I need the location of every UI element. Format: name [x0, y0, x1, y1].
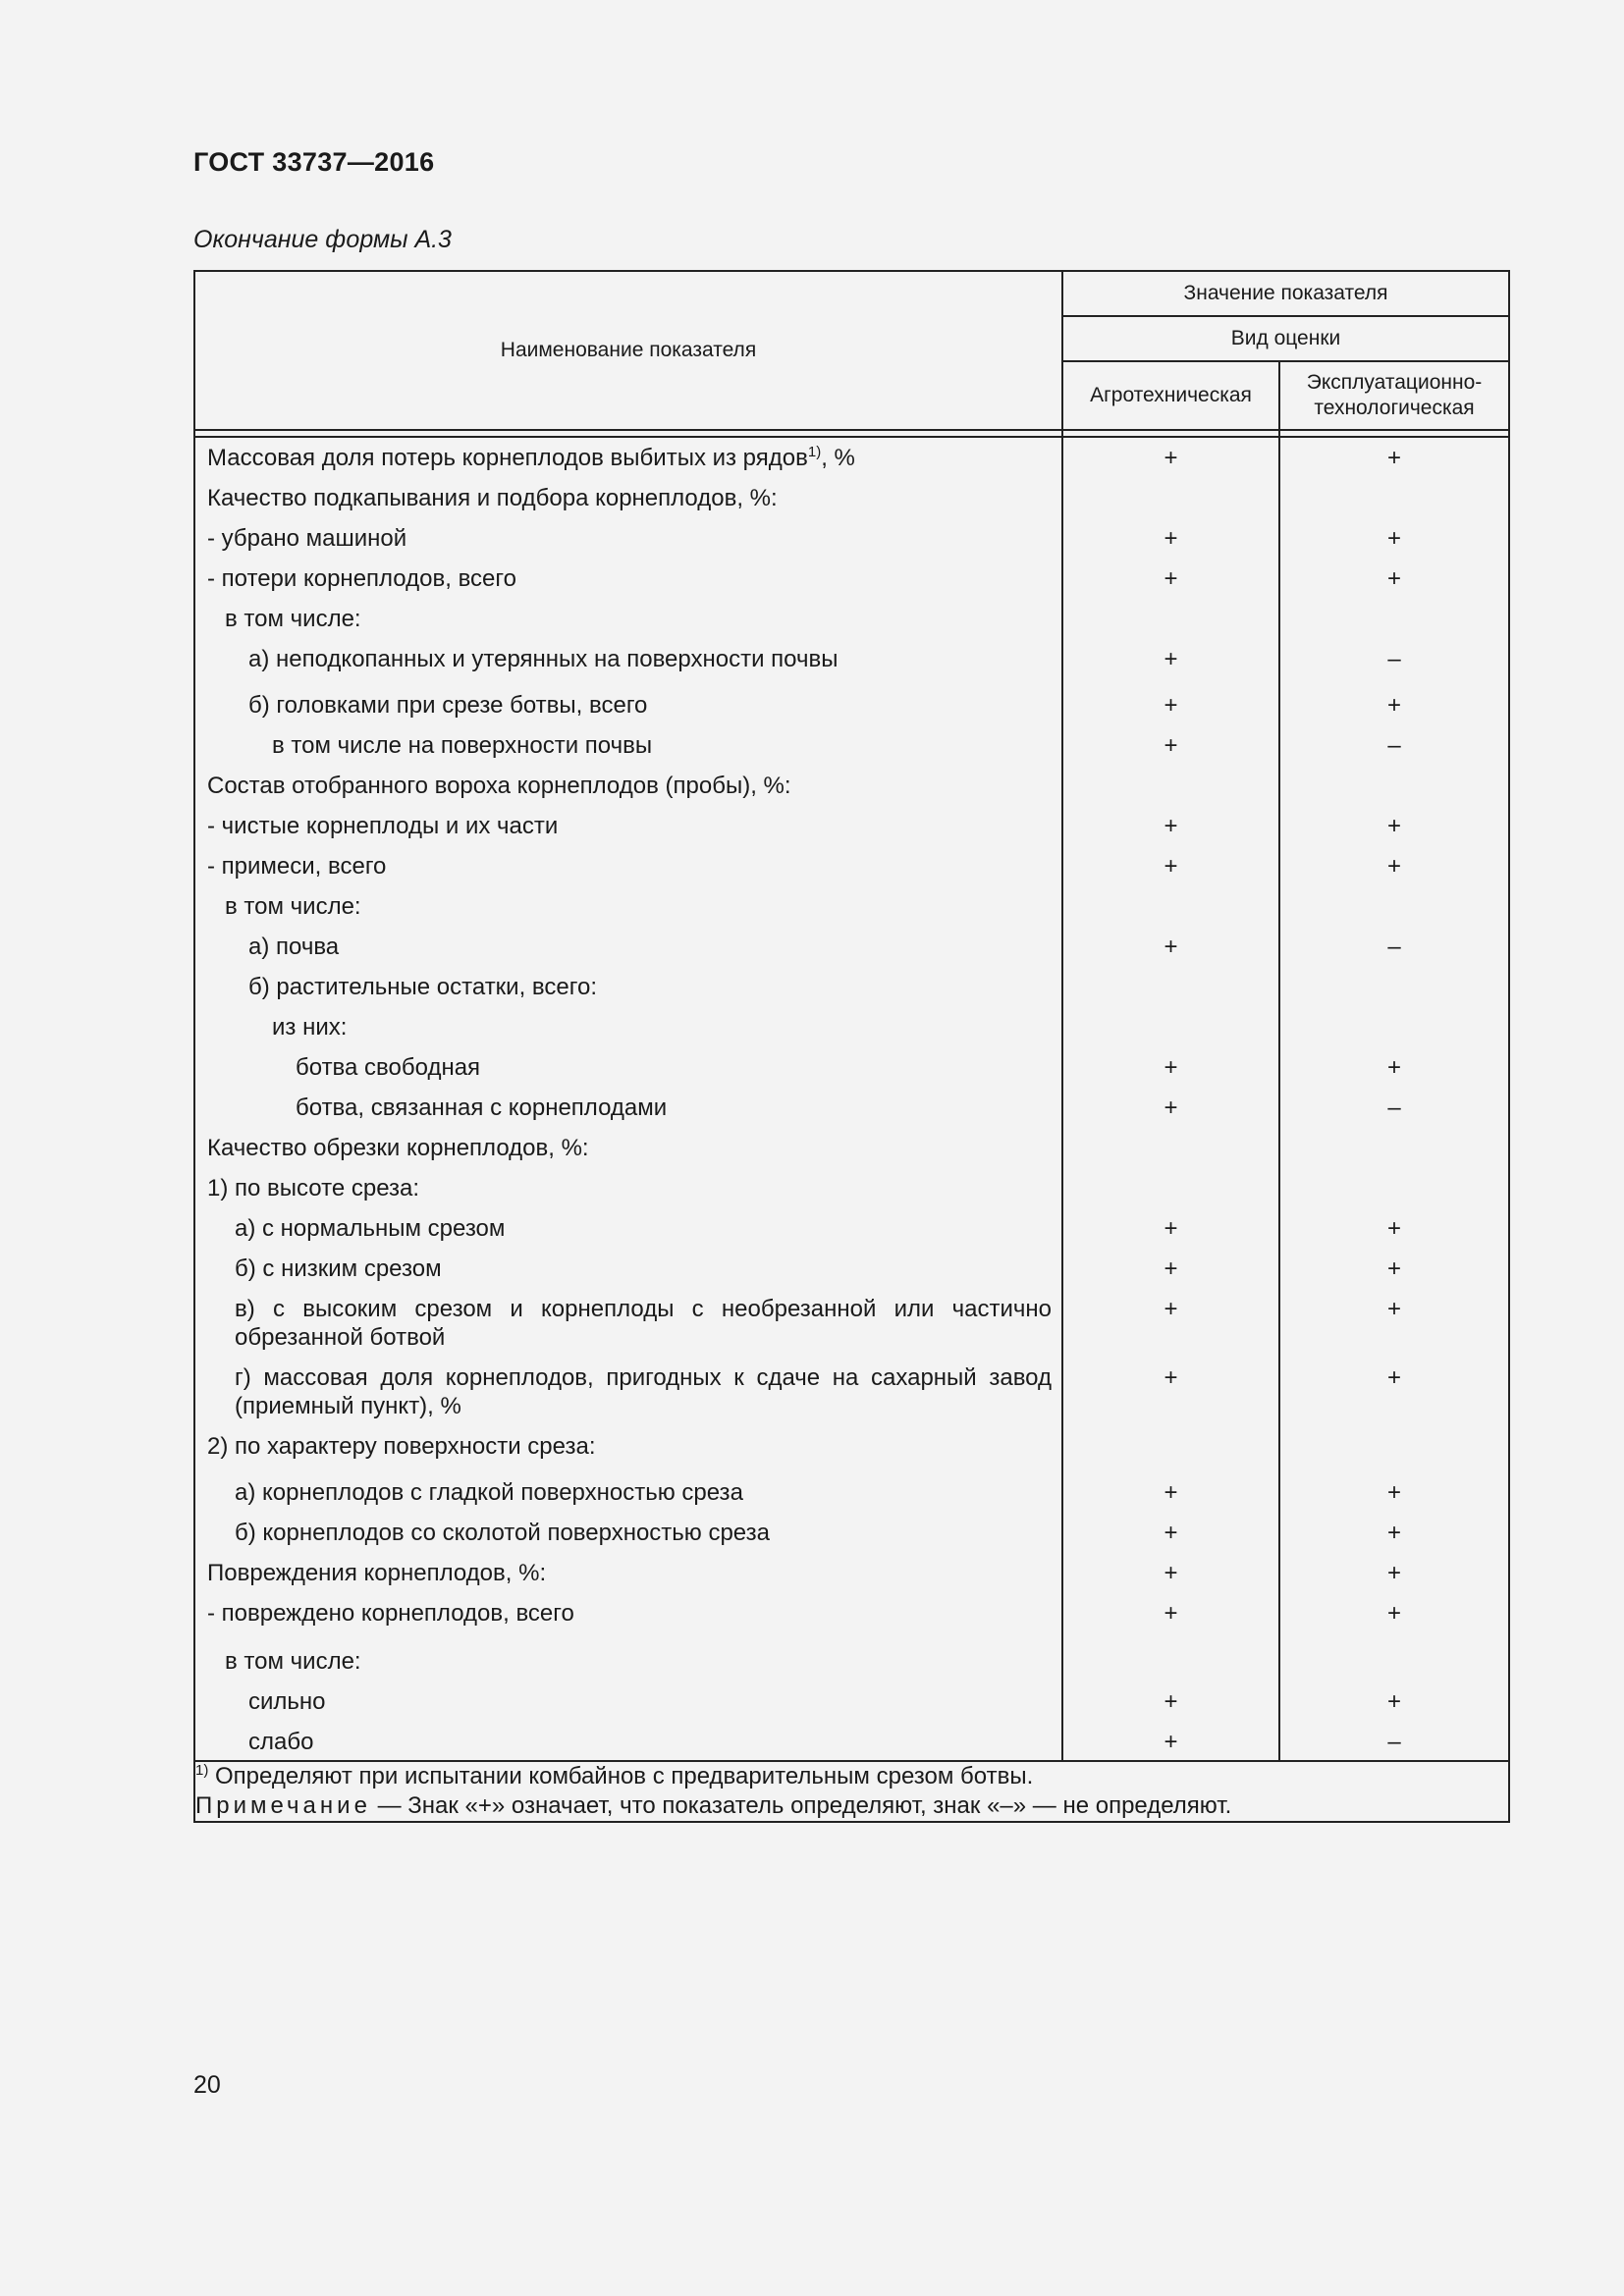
agro-mark: +	[1062, 1088, 1279, 1128]
table-row	[194, 639, 1509, 685]
col-header-kind: Вид оценки	[1062, 316, 1509, 361]
agro-mark	[1062, 478, 1279, 518]
agro-mark	[1062, 886, 1279, 927]
expl-mark: –	[1279, 639, 1509, 685]
row-label: а) корнеплодов с гладкой поверхностью среза	[194, 1472, 1062, 1513]
expl-mark: +	[1279, 685, 1509, 725]
table-row	[194, 1289, 1509, 1358]
agro-mark: +	[1062, 725, 1279, 766]
expl-mark: +	[1279, 518, 1509, 559]
expl-mark	[1279, 478, 1509, 518]
row-label: г) массовая доля корнеплодов, пригодных к сдаче на сахарный завод (приемный пункт), %	[194, 1358, 1062, 1426]
row-label: Качество обрезки корнеплодов, %:	[194, 1128, 1062, 1168]
table-row	[194, 806, 1509, 846]
table-row	[194, 846, 1509, 886]
expl-mark	[1279, 1641, 1509, 1682]
table-row	[194, 437, 1509, 478]
agro-mark: +	[1062, 1513, 1279, 1553]
row-label: - примеси, всего	[194, 846, 1062, 886]
expl-mark: +	[1279, 559, 1509, 599]
footnote-mark: 1)	[195, 1762, 209, 1779]
table-row	[194, 1426, 1509, 1472]
col-header-name: Наименование показателя	[194, 271, 1062, 430]
expl-mark: –	[1279, 725, 1509, 766]
row-label: в том числе:	[194, 886, 1062, 927]
expl-mark	[1279, 1168, 1509, 1208]
expl-mark: +	[1279, 1472, 1509, 1513]
expl-mark: +	[1279, 1513, 1509, 1553]
agro-mark: +	[1062, 1553, 1279, 1593]
row-label: - повреждено корнеплодов, всего	[194, 1593, 1062, 1641]
col-header-agro: Агротехническая	[1062, 361, 1279, 430]
row-label: Повреждения корнеплодов, %:	[194, 1553, 1062, 1593]
row-label: б) растительные остатки, всего:	[194, 967, 1062, 1007]
table-row	[194, 1553, 1509, 1593]
row-label: - потери корнеплодов, всего	[194, 559, 1062, 599]
form-caption: Окончание формы А.3	[193, 226, 452, 253]
agro-mark: +	[1062, 437, 1279, 478]
expl-mark	[1279, 1007, 1509, 1047]
table-footnote-row	[194, 1761, 1509, 1822]
table-row	[194, 927, 1509, 967]
expl-mark: +	[1279, 1208, 1509, 1249]
table-row	[194, 1358, 1509, 1426]
row-label: а) с нормальным срезом	[194, 1208, 1062, 1249]
expl-mark: –	[1279, 1722, 1509, 1761]
table-row	[194, 1722, 1509, 1761]
agro-mark	[1062, 766, 1279, 806]
expl-mark: +	[1279, 1047, 1509, 1088]
expl-mark	[1279, 766, 1509, 806]
table-row	[194, 1168, 1509, 1208]
table-row	[194, 559, 1509, 599]
table-row	[194, 1682, 1509, 1722]
agro-mark: +	[1062, 1593, 1279, 1641]
table-row	[194, 967, 1509, 1007]
table-row	[194, 766, 1509, 806]
row-label: ботва, связанная с корнеплодами	[194, 1088, 1062, 1128]
row-label: 1) по высоте среза:	[194, 1168, 1062, 1208]
row-label: б) корнеплодов со сколотой поверхностью среза	[194, 1513, 1062, 1553]
row-label: ботва свободная	[194, 1047, 1062, 1088]
expl-mark: +	[1279, 1289, 1509, 1358]
expl-mark: +	[1279, 1249, 1509, 1289]
agro-mark: +	[1062, 1682, 1279, 1722]
agro-mark: +	[1062, 1208, 1279, 1249]
table-row	[194, 886, 1509, 927]
agro-mark: +	[1062, 1047, 1279, 1088]
indicator-table	[193, 270, 1508, 1823]
expl-mark: –	[1279, 927, 1509, 967]
agro-mark: +	[1062, 639, 1279, 685]
page-number: 20	[193, 2071, 221, 2099]
expl-mark	[1279, 886, 1509, 927]
table-row	[194, 1007, 1509, 1047]
agro-mark: +	[1062, 1722, 1279, 1761]
row-label: сильно	[194, 1682, 1062, 1722]
expl-mark: +	[1279, 846, 1509, 886]
row-label: б) с низким срезом	[194, 1249, 1062, 1289]
row-label: в том числе на поверхности почвы	[194, 725, 1062, 766]
table-row	[194, 685, 1509, 725]
row-label: - убрано машиной	[194, 518, 1062, 559]
table-row	[194, 518, 1509, 559]
agro-mark: +	[1062, 685, 1279, 725]
expl-mark	[1279, 967, 1509, 1007]
note-label: Примечание	[195, 1792, 371, 1819]
row-label: из них:	[194, 1007, 1062, 1047]
agro-mark: +	[1062, 806, 1279, 846]
row-label: в том числе:	[194, 1641, 1062, 1682]
row-label: а) почва	[194, 927, 1062, 967]
row-label: слабо	[194, 1722, 1062, 1761]
table-row	[194, 1513, 1509, 1553]
col-header-value: Значение показателя	[1062, 271, 1509, 316]
table-row	[194, 599, 1509, 639]
table-footnotes	[194, 1761, 1509, 1822]
note: Примечание — Знак «+» означает, что показатель определяют, знак «–» — не определяют.	[195, 1792, 1232, 1819]
col-header-expl-line2: технологическая	[1314, 397, 1475, 419]
table-row	[194, 1047, 1509, 1088]
table-row	[194, 1088, 1509, 1128]
document-header: ГОСТ 33737—2016	[193, 147, 435, 177]
agro-mark: +	[1062, 927, 1279, 967]
expl-mark: –	[1279, 1088, 1509, 1128]
table-row	[194, 1641, 1509, 1682]
row-label: - чистые корнеплоды и их части	[194, 806, 1062, 846]
table-row	[194, 1249, 1509, 1289]
agro-mark	[1062, 1168, 1279, 1208]
row-label: 2) по характеру поверхности среза:	[194, 1426, 1062, 1472]
agro-mark: +	[1062, 559, 1279, 599]
expl-mark: +	[1279, 1553, 1509, 1593]
col-header-expl-line1: Эксплуатационно-	[1306, 371, 1483, 394]
footnote: $^{1)}$ Определяют при испытании комбайнов с предварительным срезом ботвы.	[195, 1762, 1034, 1789]
expl-mark: +	[1279, 437, 1509, 478]
row-label: в) с высоким срезом и корнеплоды с необрезанной или частично обрезанной ботвой	[194, 1289, 1062, 1358]
expl-mark: +	[1279, 1358, 1509, 1426]
agro-mark: +	[1062, 1358, 1279, 1426]
row-label: б) головками при срезе ботвы, всего	[194, 685, 1062, 725]
agro-mark: +	[1062, 1289, 1279, 1358]
row-label: в том числе:	[194, 599, 1062, 639]
agro-mark	[1062, 1007, 1279, 1047]
expl-mark: +	[1279, 1593, 1509, 1641]
expl-mark	[1279, 1128, 1509, 1168]
table-row	[194, 1208, 1509, 1249]
agro-mark: +	[1062, 518, 1279, 559]
agro-mark: +	[1062, 1472, 1279, 1513]
agro-mark	[1062, 1641, 1279, 1682]
row-label: Состав отобранного вороха корнеплодов (пробы), %:	[194, 766, 1062, 806]
header-separator	[194, 430, 1509, 437]
agro-mark: +	[1062, 1249, 1279, 1289]
expl-mark: +	[1279, 806, 1509, 846]
footnote-ref: 1)	[807, 444, 822, 460]
agro-mark	[1062, 599, 1279, 639]
expl-mark: +	[1279, 1682, 1509, 1722]
agro-mark	[1062, 967, 1279, 1007]
expl-mark	[1279, 1426, 1509, 1472]
table-row	[194, 1472, 1509, 1513]
agro-mark	[1062, 1426, 1279, 1472]
agro-mark: +	[1062, 846, 1279, 886]
table-row	[194, 478, 1509, 518]
table-row	[194, 1128, 1509, 1168]
table-row	[194, 725, 1509, 766]
row-label: Качество подкапывания и подбора корнеплодов, %:	[194, 478, 1062, 518]
expl-mark	[1279, 599, 1509, 639]
row-label: а) неподкопанных и утерянных на поверхности почвы	[194, 639, 1062, 685]
table-row	[194, 1593, 1509, 1641]
col-header-expl	[1279, 361, 1509, 430]
row-label: Массовая доля потерь корнеплодов выбитых из рядов$^{1)}$, %	[194, 437, 1062, 478]
agro-mark	[1062, 1128, 1279, 1168]
